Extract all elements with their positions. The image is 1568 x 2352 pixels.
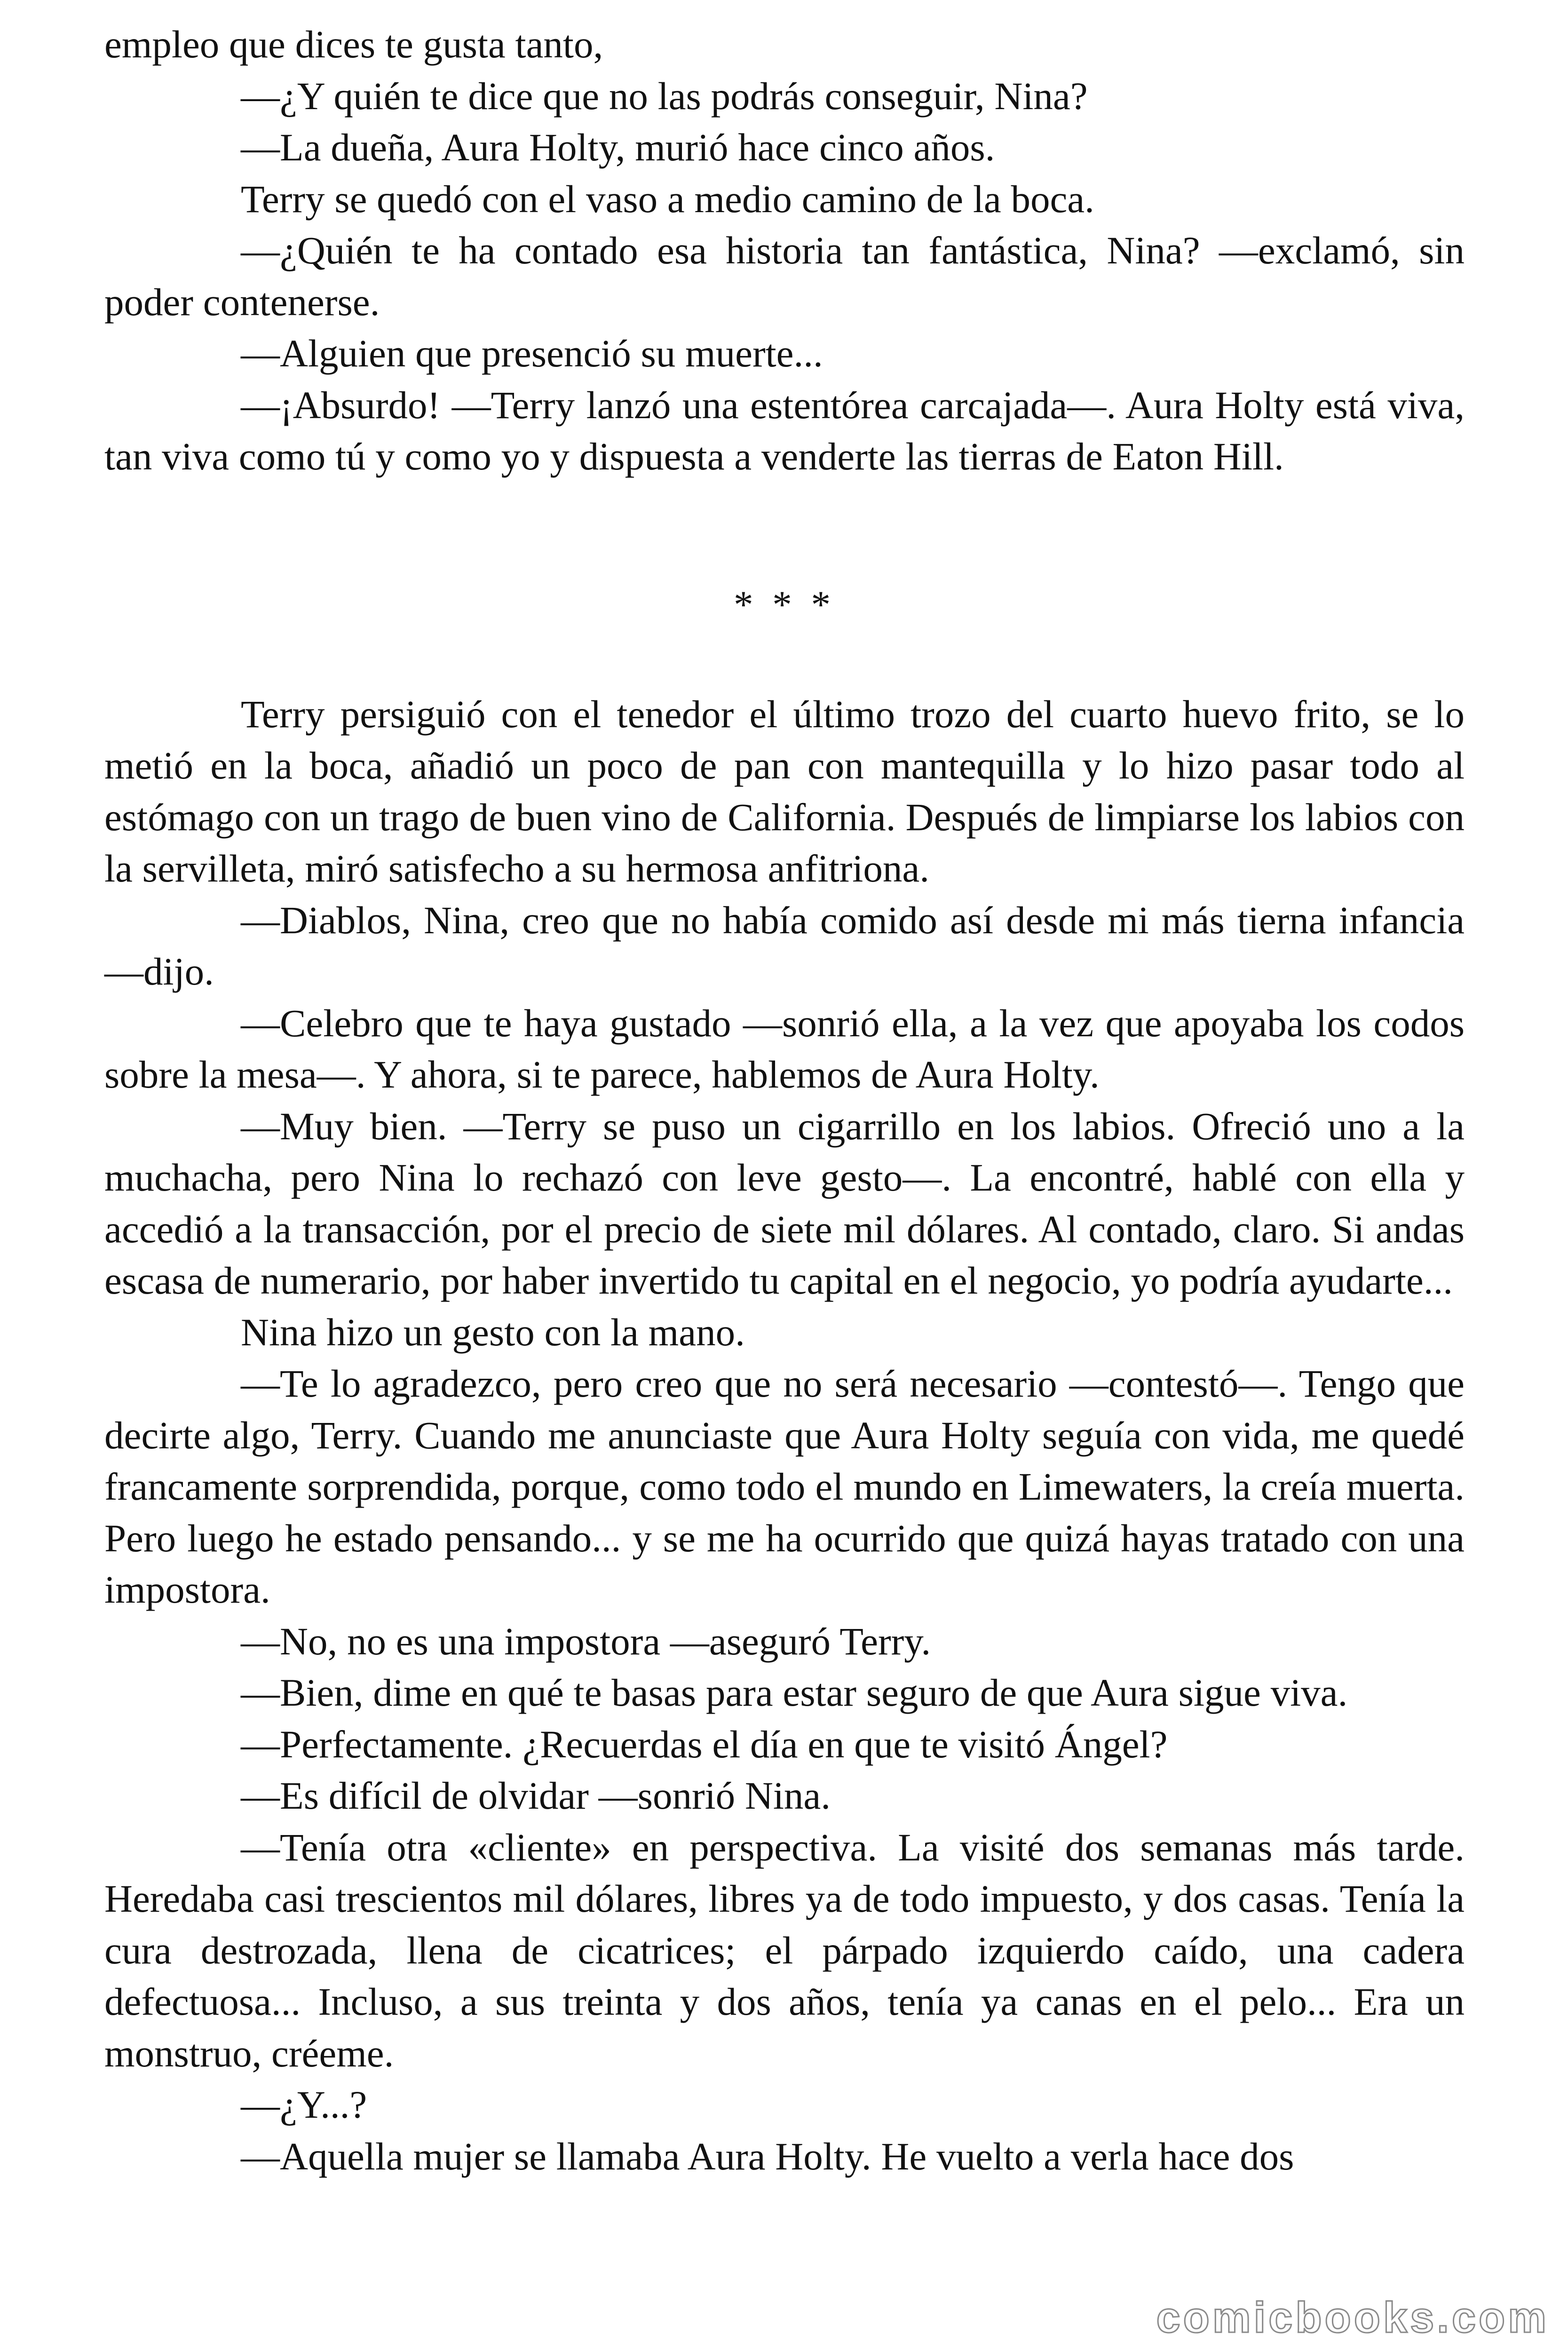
body-text-bottom [104, 689, 1465, 2183]
paragraph: —No, no es una impostora —aseguró Terry. [241, 1619, 931, 1663]
paragraph: Terry persiguió con el tenedor el último trozo del cuarto huevo frito, se lo metió en la boca, añadió un poco de pan con mantequilla y lo hizo pasar todo al estómago con un trago de buen vino de California. Después de limpiarse los labios con la servilleta, miró satisfecho a su hermosa anfitriona. [104, 692, 1465, 890]
paragraph: —Muy bien. —Terry se puso un cigarrillo en los labios. Ofreció uno a la muchacha, pero Nina lo rechazó con leve gesto—. La encontré, hablé con ella y accedió a la transacción, por el precio de siete mil dólares. Al contado, claro. Si andas escasa de numerario, por haber invertido tu capital en el negocio, yo podría ayudarte... [104, 1104, 1465, 1302]
paragraph: —¿Y quién te dice que no las podrás conseguir, Nina? [241, 74, 1088, 118]
paragraph: —Te lo agradezco, pero creo que no será necesario —contestó—. Tengo que decirte algo, Terry. Cuando me anunciaste que Aura Holty seguía con vida, me quedé francamente sorprendida, porque, como todo el mundo en Limewaters, la creía muerta. Pero luego he estado pensando... y se me ha ocurrido que quizá hayas tratado con una impostora. [104, 1362, 1465, 1611]
paragraph: —Es difícil de olvidar —sonrió Nina. [241, 1774, 831, 1817]
paragraph: Terry se quedó con el vaso a medio camino de la boca. [241, 177, 1094, 221]
paragraph: —¿Quién te ha contado esa historia tan fantástica, Nina? —exclamó, sin poder contenerse. [104, 229, 1465, 324]
body-text-top [104, 19, 1465, 483]
paragraph: —¿Y...? [241, 2083, 367, 2126]
paragraph: —Tenía otra «cliente» en perspectiva. La visité dos semanas más tarde. Heredaba casi trescientos mil dólares, libres ya de todo impuesto, y dos casas. Tenía la cura destrozada, llena de cicatrices; el párpado izquierdo caído, una cadera defectuosa... Incluso, a sus treinta y dos años, tenía ya canas en el pelo... Era un monstruo, créeme. [104, 1825, 1465, 2075]
paragraph: —Aquella mujer se llamaba Aura Holty. He vuelto a verla hace dos [241, 2134, 1294, 2178]
watermark-logo: comicbooks.com [1156, 2294, 1549, 2342]
paragraph: —Perfectamente. ¿Recuerdas el día en que te visitó Ángel? [241, 1722, 1168, 1766]
paragraph: —Alguien que presenció su muerte... [241, 332, 823, 375]
paragraph: Nina hizo un gesto con la mano. [241, 1310, 745, 1354]
paragraph: —Bien, dime en qué te basas para estar seguro de que Aura sigue viva. [241, 1671, 1348, 1714]
paragraph: —Diablos, Nina, creo que no había comido así desde mi más tierna infancia —dijo. [104, 898, 1465, 993]
paragraph: —¡Absurdo! —Terry lanzó una estentórea carcajada—. Aura Holty está viva, tan viva como tú y como yo y dispuesta a venderte las tierras de Eaton Hill. [104, 383, 1465, 478]
paragraph: —La dueña, Aura Holty, murió hace cinco años. [241, 126, 995, 169]
paragraph: —Celebro que te haya gustado —sonrió ella, a la vez que apoyaba los codos sobre la mesa—. Y ahora, si te parece, hablemos de Aura Holty. [104, 1001, 1465, 1096]
section-break-asterisks: * * * [734, 582, 835, 626]
section-break [104, 534, 1465, 637]
paragraph: empleo que dices te gusta tanto, [104, 23, 603, 66]
